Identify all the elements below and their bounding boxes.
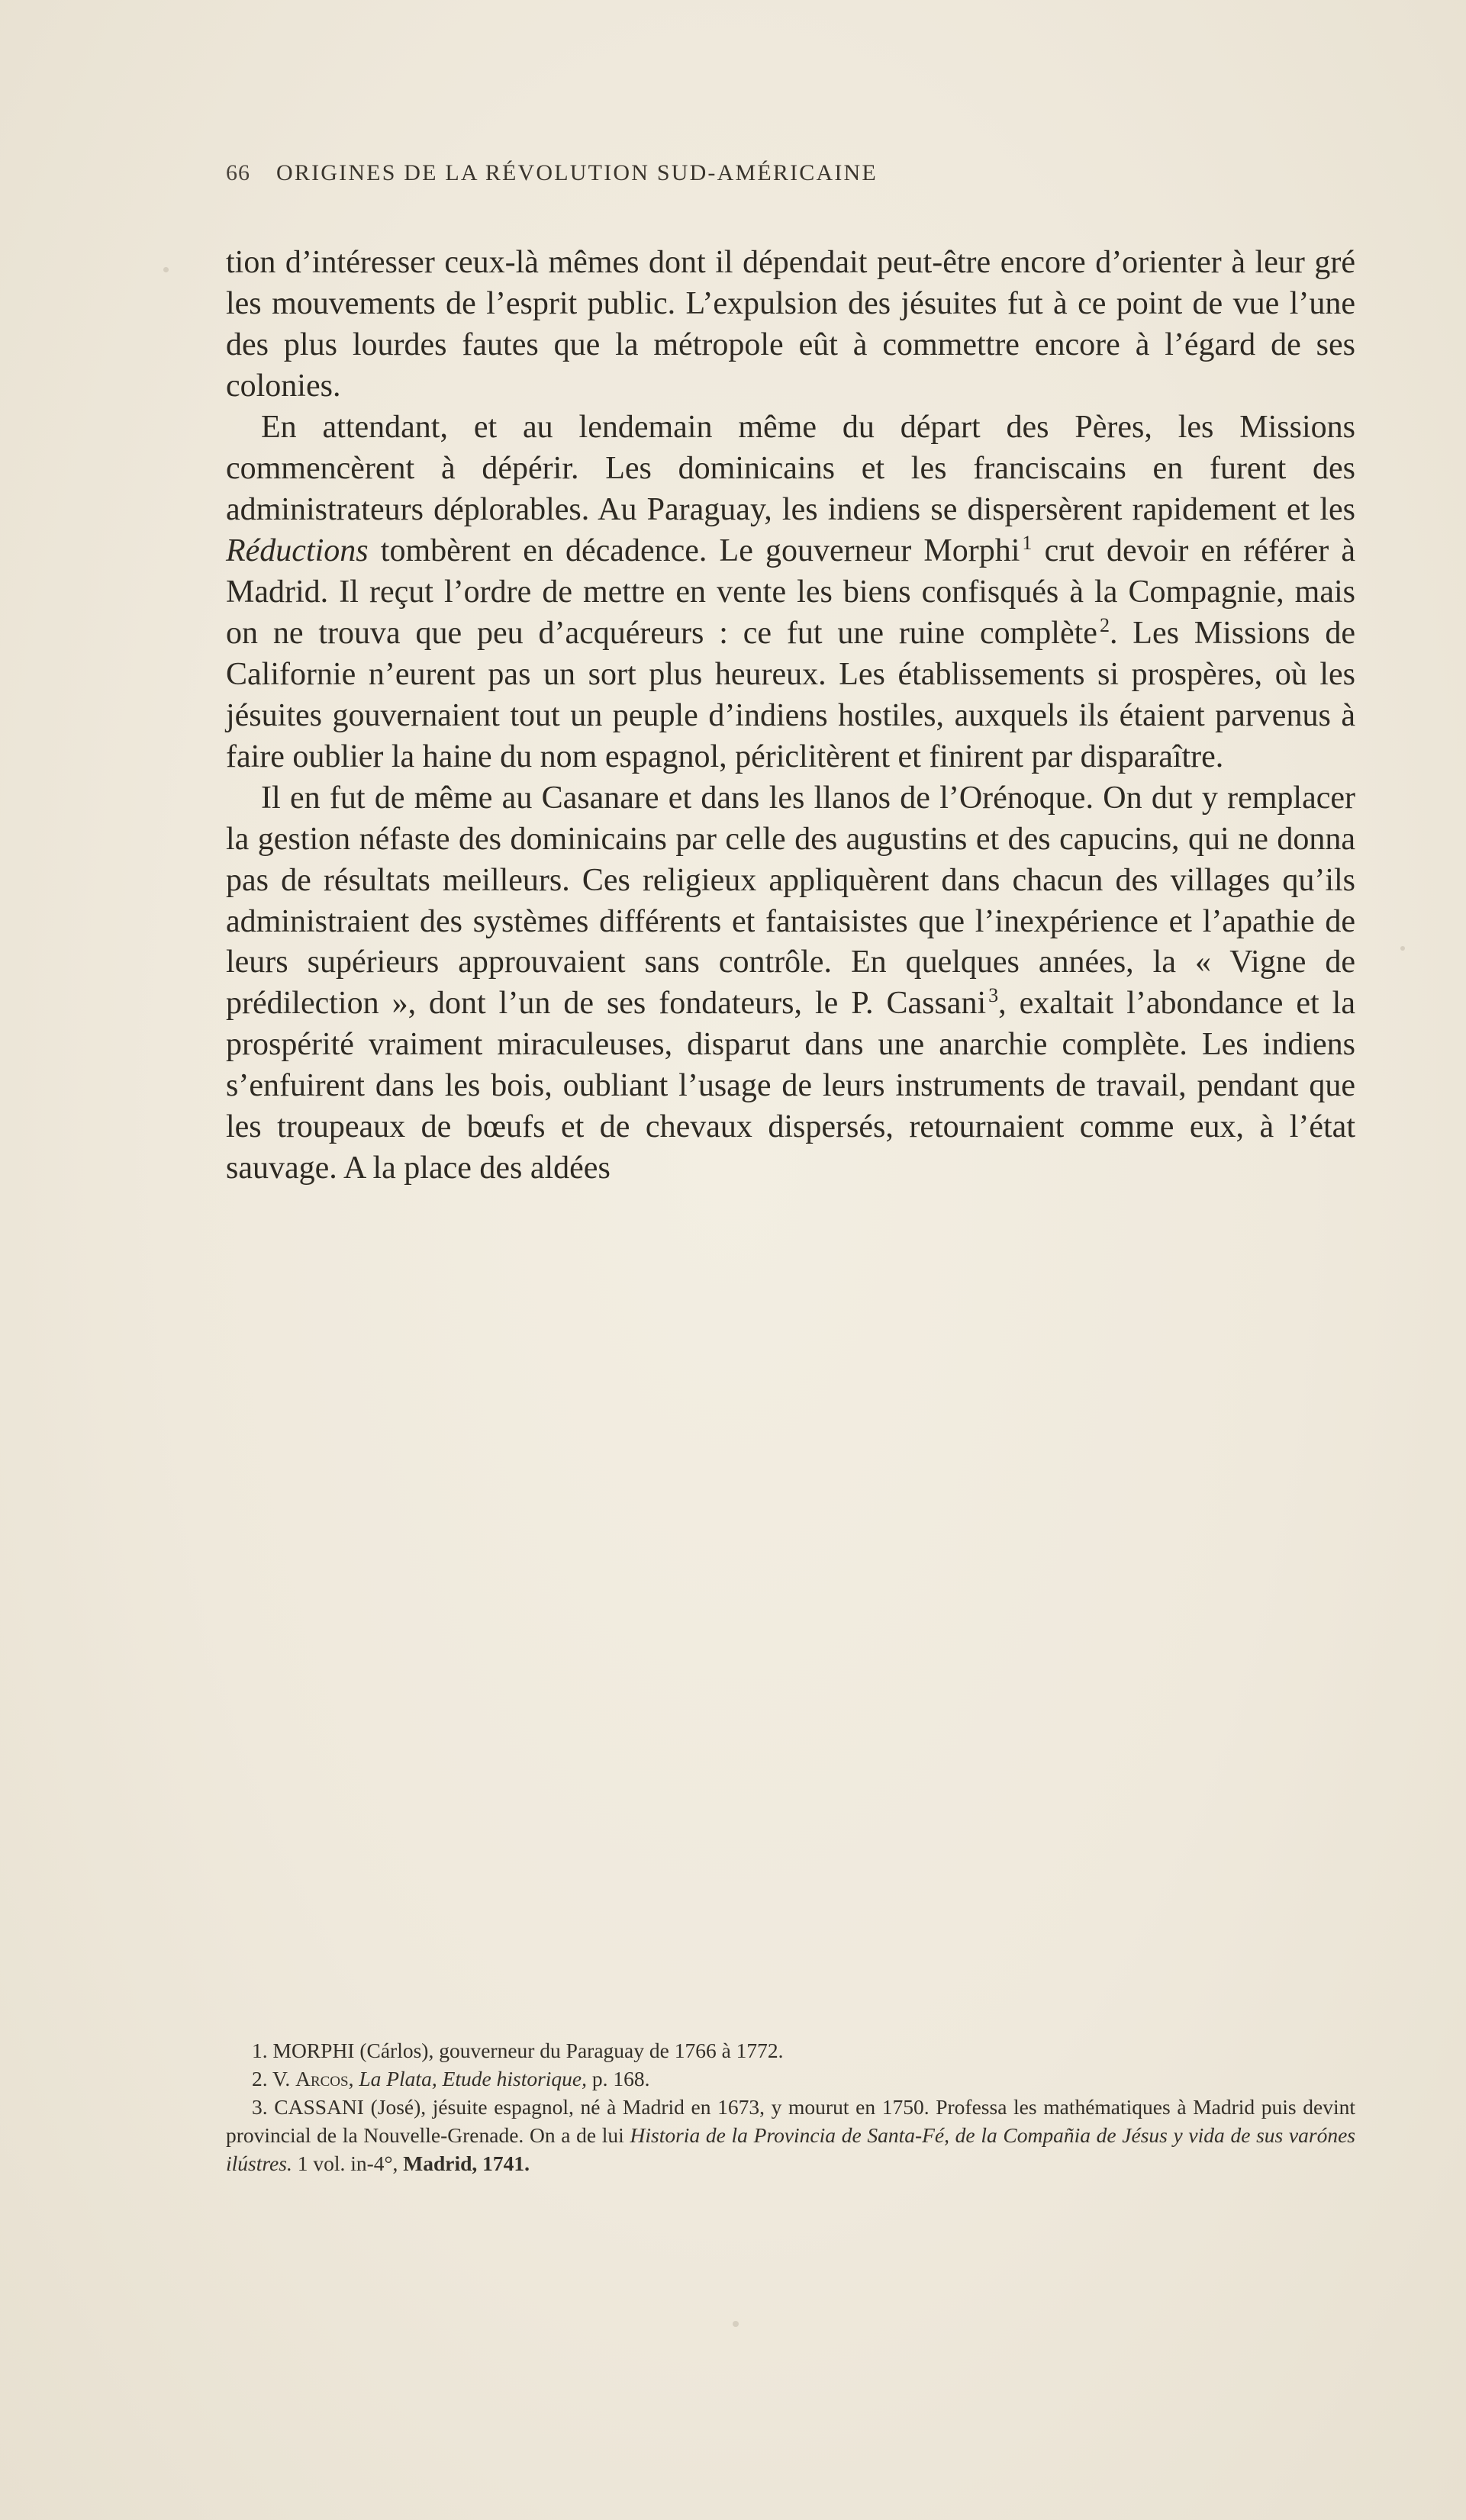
running-head [226,160,1355,186]
footnote-1-number: 1. [252,2039,268,2062]
footnote-3-name: CASSANI [274,2094,364,2119]
footnote-2-name: Arcos, [295,2066,354,2090]
paragraph-2: En attendant, et au lendemain même du départ des Pères, les Missions commencèrent à dépérir. Les dominicains et les franciscains en furent des administrateurs déplorables. Au Paraguay, les indiens se dispersèrent rapidement et les Réductions tombèrent en décadence. Le gouverneur Morphi $^1$ crut devoir en référer à Madrid. Il reçut l’ordre de mettre en vente les biens confisqués à la Compagnie, mais on ne trouva que peu d’acquéreurs : ce fut une ruine complète $^2$. Les Missions de Californie n’eurent pas un sort plus heureux. Les établissements si prospères, où les jésuites gouvernaient tout un peuple d’indiens hostiles, auxquels ils étaient parvenus à faire oublier la haine du nom espagnol, périclitèrent et finirent par disparaître. [226,409,1356,774]
footnote-3: 3. CASSANI (José), jésuite espagnol, né à Madrid en 1673, y mourut en 1750. Professa les mathématiques à Madrid puis devint provincial de la Nouvelle-Grenade. On a de lui Historia de la Provincia de Santa-Fé, de la Compañia de Jésus y vida de sus varónes ilústres. 1 vol. in-4°, Madrid, 1741. [226,2094,1356,2175]
paragraph-3: Il en fut de même au Casanare et dans les llanos de l’Orénoque. On dut y remplacer la gestion néfaste des dominicains par celle des augustins et des capucins, qui ne donna pas de résultats meilleurs. Ces religieux appliquèrent dans chacun des villages qu’ils administraient des systèmes différents et fantaisistes que l’inexpérience et l’apathie de leurs supérieurs approuvaient sans contrôle. En quelques années, la « Vigne de prédilection », dont l’un de ses fondateurs, le P. Cassani $^3$, exaltait l’abondance et la prospérité vraiment miraculeuses, disparut dans une anarchie complète. Les indiens s’enfuirent dans les bois, oubliant l’usage de leurs instruments de travail, pendant que les troupeaux de bœufs et de chevaux dispersés, retournaient comme eux, à l’état sauvage. A la place des aldées [226,780,1355,1186]
body-text [226,243,1355,1189]
paragraph-1: tion d’intéresser ceux-là mêmes dont il dépendait peut-être encore d’orienter à leur gré les mouvements de l’esprit public. L’expulsion des jésuites fut à ce point de vue l’une des plus lourdes fautes que la métropole eût à commettre encore à l’égard de ses colonies. [226,245,1355,404]
footnote-ref-1[interactable]: 1 [1022,531,1033,554]
page-content [226,160,1355,1189]
footnote-2-number: 2. [252,2066,268,2090]
footnotes [226,2037,1355,2178]
footnote-ref-3[interactable]: 3 [988,984,999,1007]
footnote-ref-2[interactable]: 2 [1099,613,1110,636]
footnote-3-title: Historia de la Provincia de Santa-Fé, de la Compañia de Jésus y vida de sus varónes ilústres. [226,2123,1355,2175]
footnote-1-name: MORPHI [272,2039,355,2062]
footnote-2-title: La Plata, Etude historique, [359,2066,588,2090]
running-head-title: ORIGINES DE LA RÉVOLUTION SUD-AMÉRICAINE [276,160,878,185]
title-reductions: Réductions [226,533,369,568]
page-folio: 66 [226,160,250,185]
footnote-3-number: 3. [252,2094,268,2119]
paper-speck [1400,946,1405,951]
footnote-1-text: (Cárlos), gouverneur du Paraguay de 1766 à 1772. [354,2039,784,2062]
footnote-1 [226,2037,1355,2065]
paper-speck [163,267,169,272]
paper-speck [733,2321,739,2327]
footnote-2: 2. V. Arcos, La Plata, Etude historique, p. 168. [252,2066,650,2090]
footnote-3-imprint: Madrid, 1741. [403,2151,530,2175]
